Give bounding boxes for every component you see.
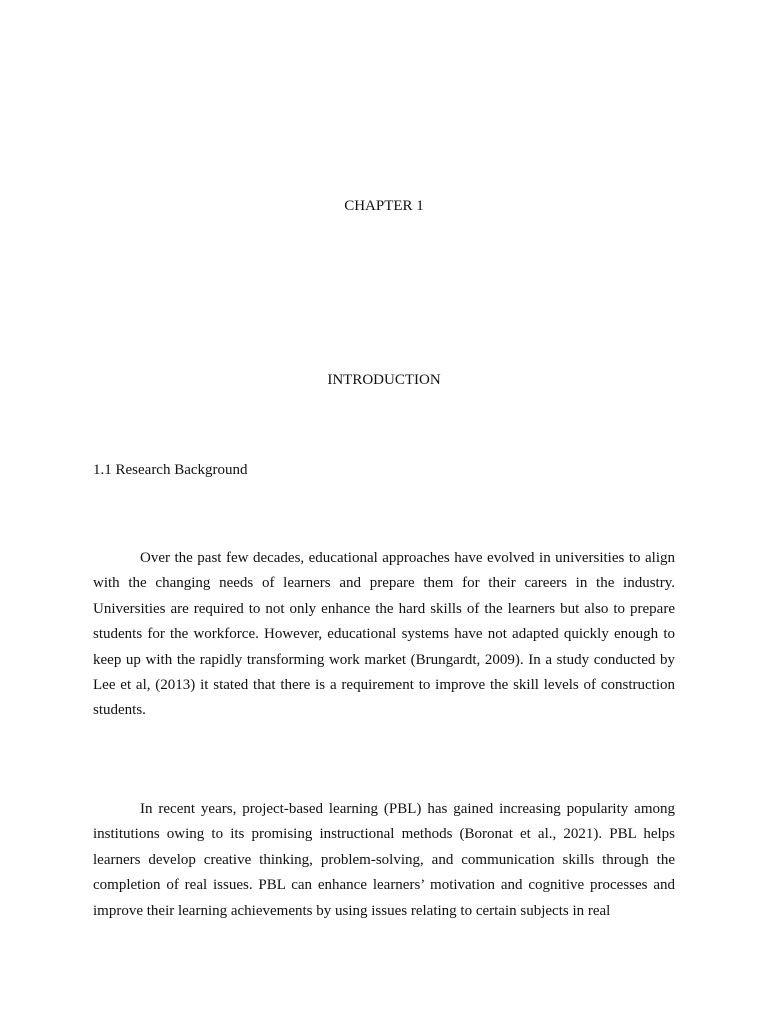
- body-paragraph: Over the past few decades, educational approaches have evolved in universities to align with the changing needs of learners and prepare them for their careers in the industry. Universities are required to not only enhance the hard skills of the learners but also to prepare students for the workforce. However, educational systems have not adapted quickly enough to keep up with the rapidly transforming work market (Brungardt, 2009). In a study conducted by Lee et al, (2013) it stated that there is a requirement to improve the skill levels of construction students.: [93, 550, 675, 719]
- section-heading: 1.1 Research Background: [93, 462, 248, 478]
- body-paragraph: In recent years, project-based learning (PBL) has gained increasing popularity among institutions owing to its promising instructional methods (Boronat et al., 2021). PBL helps learners develop creative thinking, problem-solving, and communication skills through the completion of real issues. PBL can enhance learners’ motivation and cognitive processes and improve their learning achievements by using issues relating to certain subjects in real: [93, 801, 675, 919]
- chapter-title: INTRODUCTION: [327, 372, 441, 388]
- chapter-label: CHAPTER 1: [344, 198, 424, 214]
